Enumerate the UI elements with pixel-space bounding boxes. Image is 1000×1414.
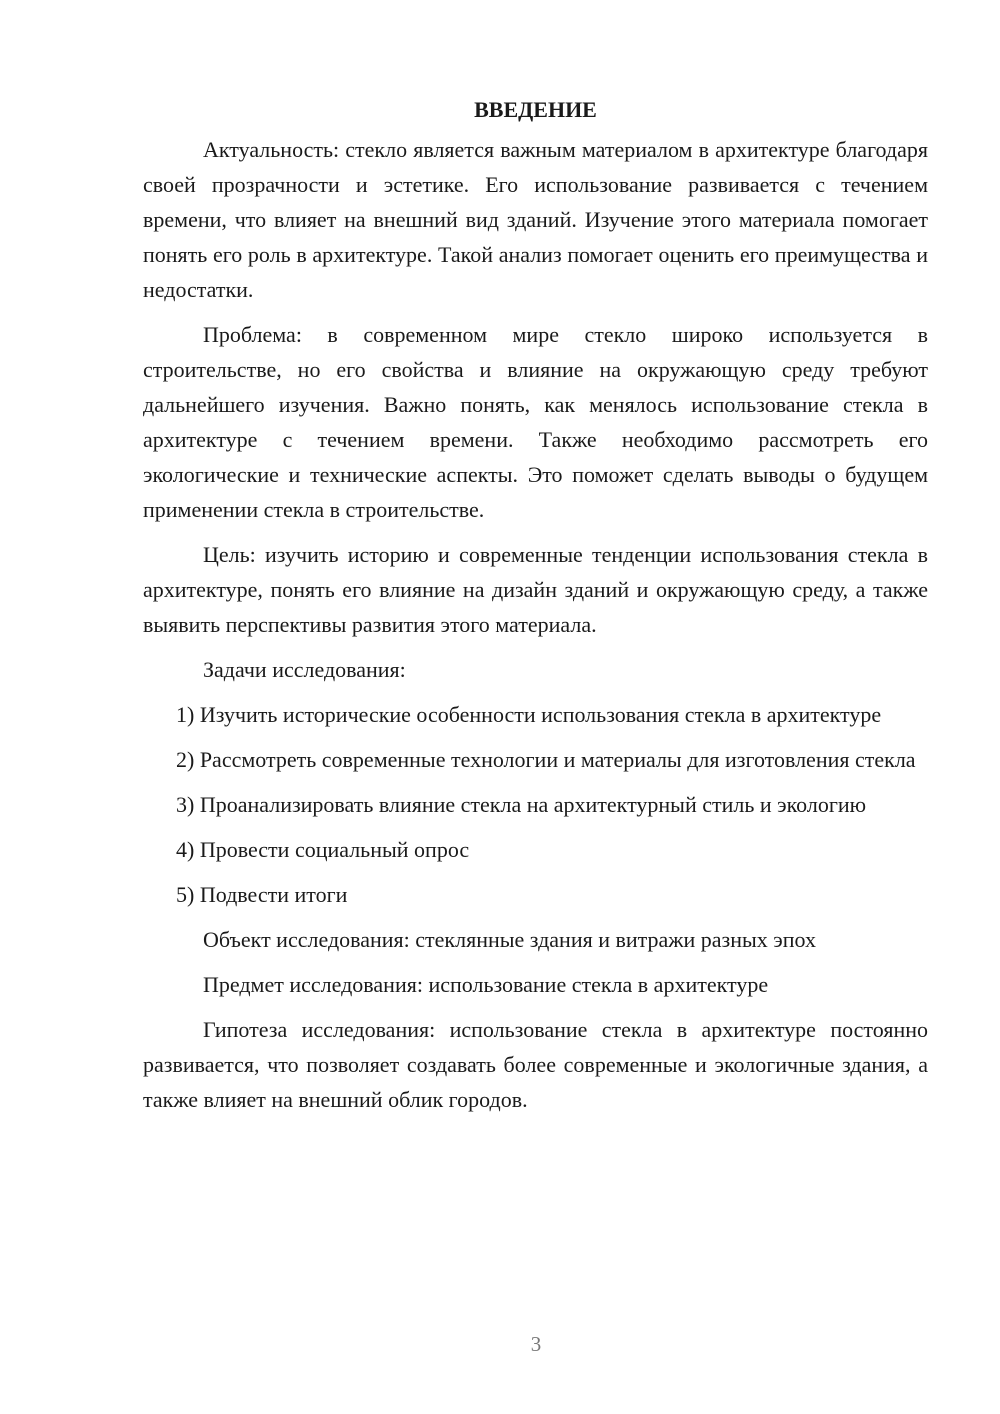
task-item: 5) Подвести итоги (176, 882, 348, 907)
object-paragraph: Объект исследования: стеклянные здания и витражи разных эпох (203, 927, 816, 952)
document-page (143, 92, 928, 1127)
task-item: 2) Рассмотреть современные технологии и материалы для изготовления стекла (176, 747, 916, 772)
goal-paragraph: Цель: изучить историю и современные тенденции использования стекла в архитектуре, понять его влияние на дизайн зданий и окружающую среду, а также выявить перспективы развития этого материала. (143, 542, 928, 637)
hypothesis-paragraph: Гипотеза исследования: использование стекла в архитектуре постоянно развивается, что позволяет создавать более современные и экологичные здания, а также влияет на внешний облик городов. (143, 1017, 928, 1112)
section-title: ВВЕДЕНИЕ (474, 97, 597, 122)
relevance-paragraph: Актуальность: стекло является важным материалом в архитектуре благодаря своей прозрачности и эстетике. Его использование развивается с течением времени, что влияет на внешний вид зданий. Изучение этого материала помогает понять его роль в архитектуре. Такой анализ помогает оценить его преимущества и недостатки. (143, 137, 928, 302)
problem-paragraph: Проблема: в современном мире стекло широко используется в строительстве, но его свойства и влияние на окружающую среду требуют дальнейшего изучения. Важно понять, как менялось использование стекла в архитектуре с течением времени. Также необходимо рассмотреть его экологические и технические аспекты. Это поможет сделать выводы о будущем применении стекла в строительстве. (143, 322, 928, 522)
task-item: 3) Проанализировать влияние стекла на архитектурный стиль и экологию (176, 792, 867, 817)
subject-paragraph: Предмет исследования: использование стекла в архитектуре (203, 972, 769, 997)
task-item: 4) Провести социальный опрос (176, 837, 470, 862)
page-number: 3 (530, 1332, 542, 1356)
task-item: 1) Изучить исторические особенности использования стекла в архитектуре (176, 702, 882, 727)
tasks-heading: Задачи исследования: (203, 657, 406, 682)
